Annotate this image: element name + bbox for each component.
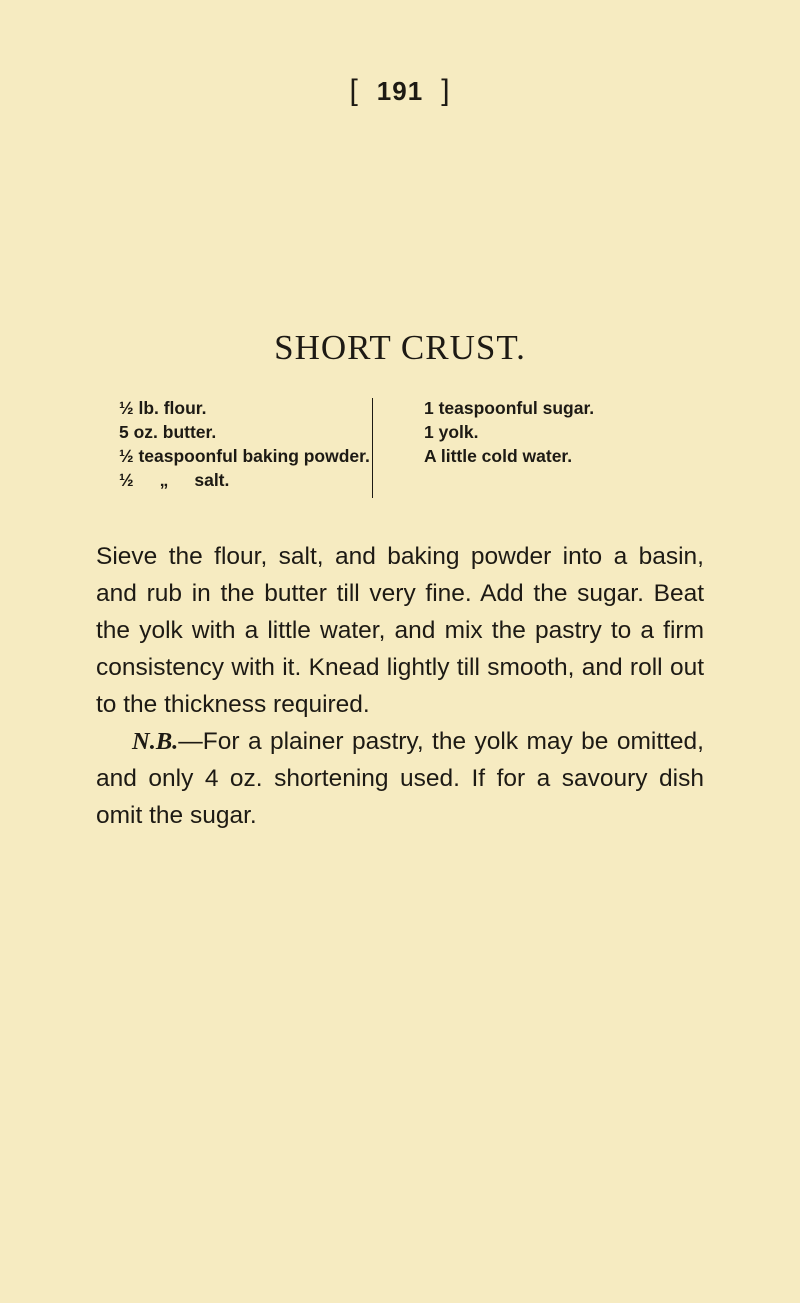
- ingredient-item: 1 yolk.: [424, 422, 479, 442]
- ingredient-item: A little cold water.: [424, 446, 573, 466]
- method-paragraph: Sieve the flour, salt, and baking powder into a basin, and rub in the butter till very fine. Add the sugar. Beat the yolk with a little water, and mix the pastry to a firm consistency with it. Knead lightly till smooth, and roll out to the thickness required.: [96, 543, 704, 718]
- ingredients-divider: [372, 398, 373, 498]
- ingredient-item: ½ lb. flour.: [119, 398, 207, 418]
- note-text: —For a plainer pastry, the yolk may be omitted, and only 4 oz. shortening used. If for a savoury dish omit the sugar.: [96, 728, 704, 829]
- ingredient-name: salt.: [194, 470, 230, 490]
- ingredients-left-column: [119, 396, 369, 492]
- page-number-close-bracket: ]: [441, 74, 451, 107]
- page-number-value: 191: [376, 76, 424, 106]
- ingredient-item: ½ teaspoonful baking powder.: [119, 446, 370, 466]
- recipe-instructions: [96, 538, 704, 834]
- note-label: N.B.: [132, 728, 179, 755]
- ingredient-item: 5 oz. butter.: [119, 422, 217, 442]
- ingredients-right-column: [424, 396, 724, 468]
- ditto-mark: „: [159, 470, 169, 490]
- ingredient-item: [119, 468, 369, 492]
- recipe-title: SHORT CRUST.: [274, 328, 526, 367]
- ingredient-amount: ½: [119, 470, 134, 490]
- ingredient-item: 1 teaspoonful sugar.: [424, 398, 595, 418]
- page-number-open-bracket: [: [349, 74, 359, 107]
- ingredients-list: [119, 396, 719, 500]
- note-paragraph: [96, 723, 704, 834]
- page-number: [0, 74, 800, 108]
